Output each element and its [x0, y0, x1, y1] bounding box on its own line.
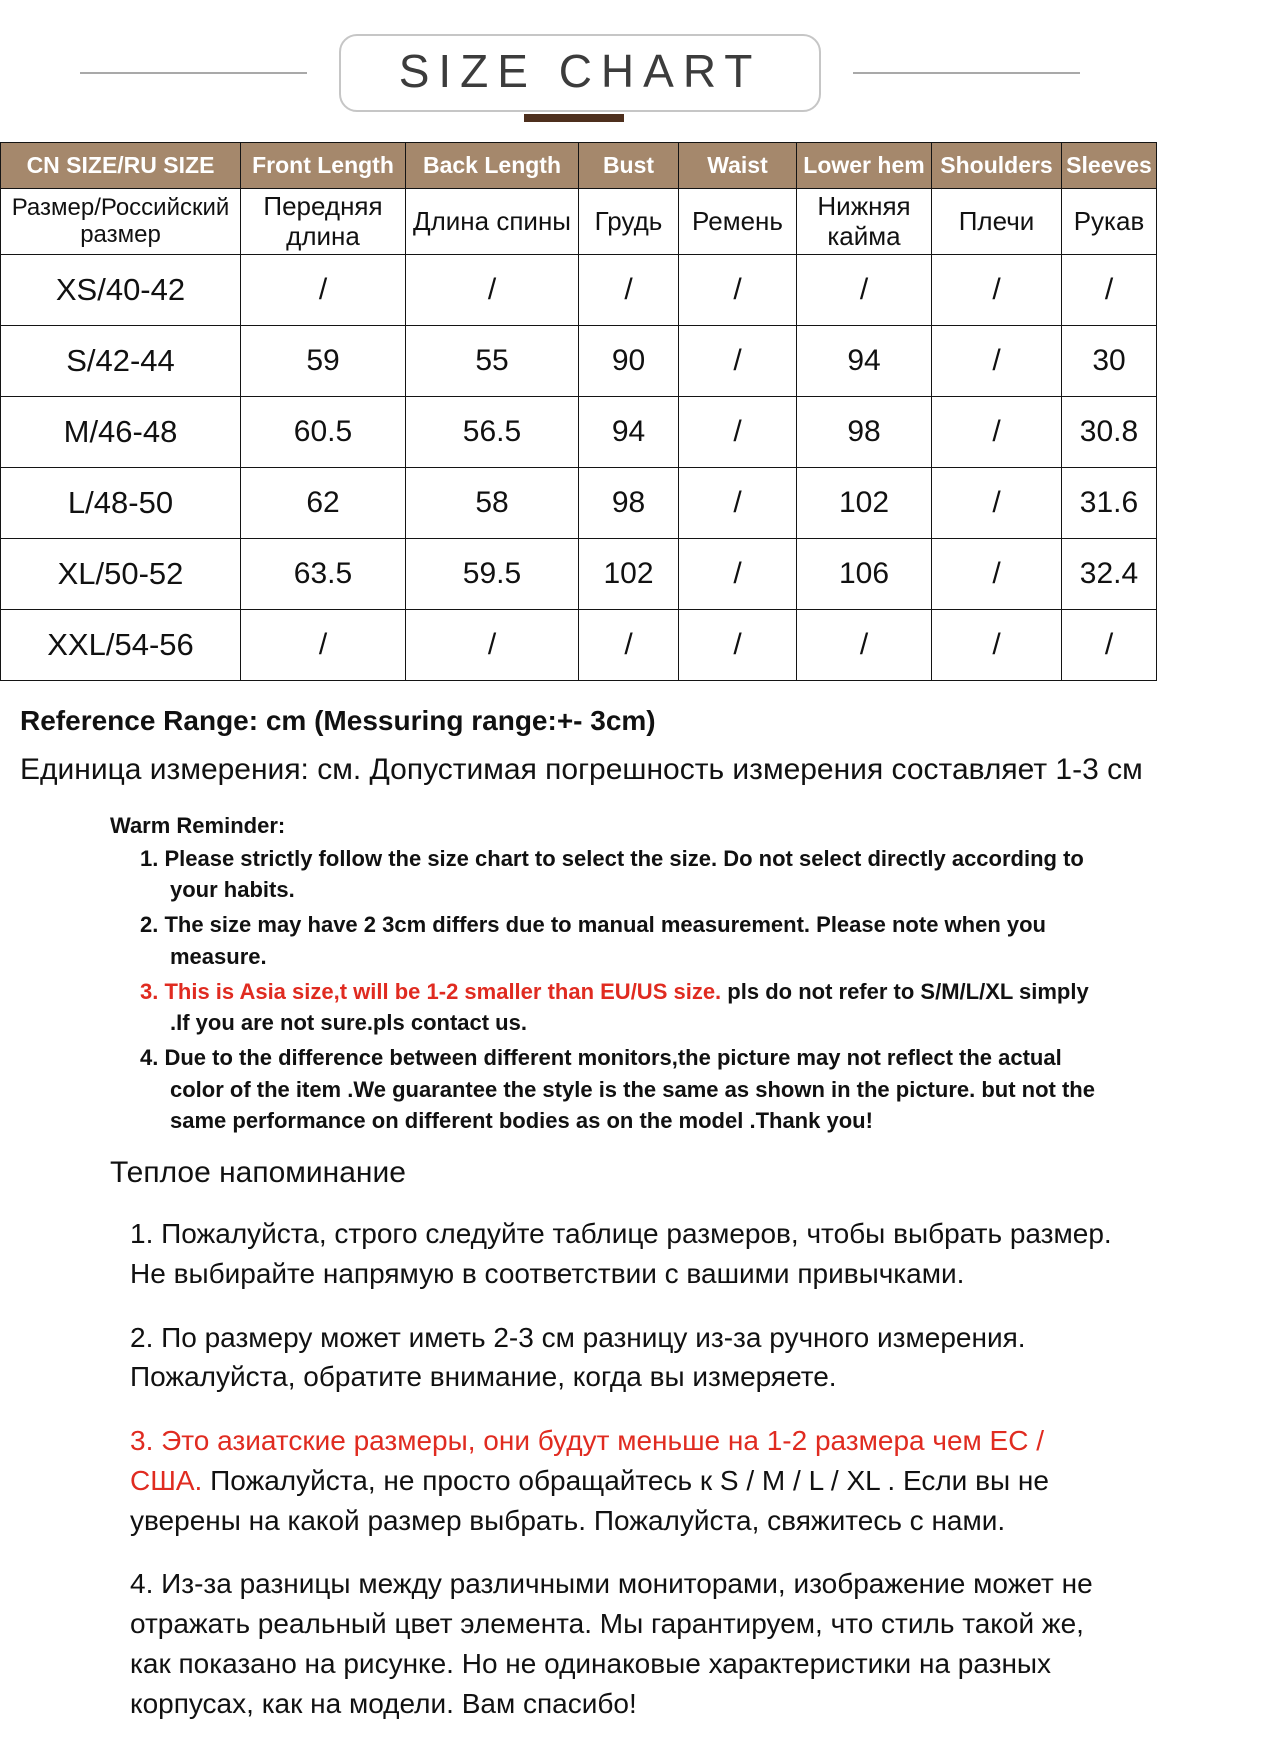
size-value: /	[579, 610, 679, 681]
column-header-ru-sleeves: Рукав	[1062, 189, 1157, 255]
ru-reminder-list	[130, 1214, 1120, 1723]
size-label: XXL/54-56	[1, 610, 241, 681]
ru-reminder-item-2	[130, 1318, 1120, 1398]
title-row	[0, 0, 1280, 112]
size-value: 98	[579, 468, 679, 539]
column-header-ru-waist: Ремень	[679, 189, 797, 255]
reference-range-en: Reference Range: cm (Messuring range:+- 3cm)	[20, 705, 656, 736]
table-row-m	[1, 397, 1157, 468]
column-header-lower-hem: Lower hem	[797, 143, 932, 189]
title-underline	[524, 114, 624, 122]
size-value: 30	[1062, 326, 1157, 397]
ru-reminder-item-1-text: 1. Пожалуйста, строго следуйте таблице размеров, чтобы выбрать размер. Не выбирайте напрямую в соответствии с вашими привычками.	[130, 1218, 1112, 1289]
size-value: /	[679, 397, 797, 468]
size-value: /	[679, 539, 797, 610]
notes-section	[0, 681, 1280, 1763]
column-header-size: CN SIZE/RU SIZE	[1, 143, 241, 189]
title-divider-left	[80, 72, 307, 74]
size-value: 31.6	[1062, 468, 1157, 539]
column-header-ru-back-length: Длина спины	[406, 189, 579, 255]
ru-reminder-item-1	[130, 1214, 1120, 1294]
size-value: 58	[406, 468, 579, 539]
reminder-item-3-red: 3. This is Asia size,t will be 1-2 smaller than EU/US size.	[140, 978, 722, 1004]
size-table	[0, 142, 1157, 681]
reminder-item-4	[140, 1042, 1100, 1136]
size-value: /	[406, 255, 579, 326]
size-value: 63.5	[241, 539, 406, 610]
size-value: 32.4	[1062, 539, 1157, 610]
reminder-item-1-text: 1. Please strictly follow the size chart to select the size. Do not select directly according to your habits.	[140, 846, 1084, 903]
ru-reminder-item-4	[130, 1564, 1120, 1723]
size-value: /	[579, 255, 679, 326]
size-value: /	[932, 539, 1062, 610]
size-value: 60.5	[241, 397, 406, 468]
column-header-ru-size: Размер/Российский размер	[1, 189, 241, 255]
column-header-back-length: Back Length	[406, 143, 579, 189]
column-header-ru-lower-hem: Нижняя кайма	[797, 189, 932, 255]
size-value: 55	[406, 326, 579, 397]
size-value: 30.8	[1062, 397, 1157, 468]
table-row-xl	[1, 539, 1157, 610]
size-value: 106	[797, 539, 932, 610]
size-label: L/48-50	[1, 468, 241, 539]
size-value: /	[406, 610, 579, 681]
column-header-shoulders: Shoulders	[932, 143, 1062, 189]
column-header-front-length: Front Length	[241, 143, 406, 189]
size-value: 62	[241, 468, 406, 539]
ru-reminder-item-3	[130, 1421, 1120, 1540]
size-value: 59	[241, 326, 406, 397]
warm-reminder-list	[140, 843, 1100, 1136]
page-title: SIZE CHART	[398, 45, 762, 97]
table-header-row-ru	[1, 189, 1157, 255]
reminder-item-4-text: 4. Due to the difference between different monitors,the picture may not reflect the actual color of the item .We guarantee the style is the same as shown in the picture. but not the same performance on different bodies as on the model .Thank you!	[140, 1045, 1095, 1133]
size-value: /	[932, 610, 1062, 681]
size-value: 102	[579, 539, 679, 610]
size-value: 56.5	[406, 397, 579, 468]
table-row-xxl	[1, 610, 1157, 681]
size-value: /	[679, 610, 797, 681]
size-label: M/46-48	[1, 397, 241, 468]
table-header-row-en	[1, 143, 1157, 189]
table-row-xs	[1, 255, 1157, 326]
size-value: 102	[797, 468, 932, 539]
size-value: 94	[579, 397, 679, 468]
size-value: /	[797, 255, 932, 326]
warm-reminder-title: Warm Reminder:	[110, 813, 286, 838]
size-label: S/42-44	[1, 326, 241, 397]
column-header-bust: Bust	[579, 143, 679, 189]
ru-reminder-item-3-text: Пожалуйста, не просто обращайтесь к S / M / L / XL . Если вы не уверены на какой размер выбрать. Пожалуйста, свяжитесь с нами.	[130, 1464, 1049, 1536]
ru-reminder-item-4-text: 4. Из-за разницы между различными мониторами, изображение может не отражать реальный цвет элемента. Мы гарантируем, что стиль такой же, как показано на рисунке. Но не одинаковые характеристики на разных корпусах, как на модели. Вам спасибо!	[130, 1568, 1093, 1719]
reminder-item-2-text: 2. The size may have 2 3cm differs due to manual measurement. Please note when you measure.	[140, 912, 1046, 969]
reminder-item-3	[140, 976, 1100, 1038]
size-value: /	[1062, 610, 1157, 681]
size-value: 98	[797, 397, 932, 468]
size-value: /	[932, 255, 1062, 326]
ru-reminder-item-2-text: 2. По размеру может иметь 2-3 см разницу из-за ручного измерения. Пожалуйста, обратите внимание, когда вы измеряете.	[130, 1321, 1026, 1393]
size-value: /	[932, 326, 1062, 397]
size-value: 90	[579, 326, 679, 397]
size-value: /	[241, 255, 406, 326]
reference-range-ru: Единица измерения: см. Допустимая погрешность измерения составляет 1-3 см	[20, 753, 1143, 786]
column-header-waist: Waist	[679, 143, 797, 189]
size-value: /	[241, 610, 406, 681]
size-value: 94	[797, 326, 932, 397]
column-header-ru-bust: Грудь	[579, 189, 679, 255]
title-divider-right	[853, 72, 1080, 74]
size-value: /	[679, 326, 797, 397]
ru-reminder-item-3-red: 3. Это азиатские размеры, они будут меньше на 1-2 размера чем ЕС / США.	[130, 1425, 1045, 1496]
ru-reminder-title: Теплое напоминание	[110, 1156, 406, 1190]
title-box	[339, 34, 822, 112]
table-row-l	[1, 468, 1157, 539]
reminder-item-2	[140, 909, 1100, 971]
size-label: XS/40-42	[1, 255, 241, 326]
table-row-s	[1, 326, 1157, 397]
size-value: /	[797, 610, 932, 681]
size-value: /	[932, 468, 1062, 539]
reminder-item-3-text: pls do not refer to S/M/L/XL simply .If you are not sure.pls contact us.	[170, 978, 1089, 1036]
size-value: 59.5	[406, 539, 579, 610]
size-value: /	[1062, 255, 1157, 326]
reminder-item-1	[140, 843, 1100, 905]
size-value: /	[932, 397, 1062, 468]
size-value: /	[679, 255, 797, 326]
size-value: /	[679, 468, 797, 539]
size-label: XL/50-52	[1, 539, 241, 610]
column-header-ru-front-length: Передняя длина	[241, 189, 406, 255]
column-header-ru-shoulders: Плечи	[932, 189, 1062, 255]
column-header-sleeves: Sleeves	[1062, 143, 1157, 189]
